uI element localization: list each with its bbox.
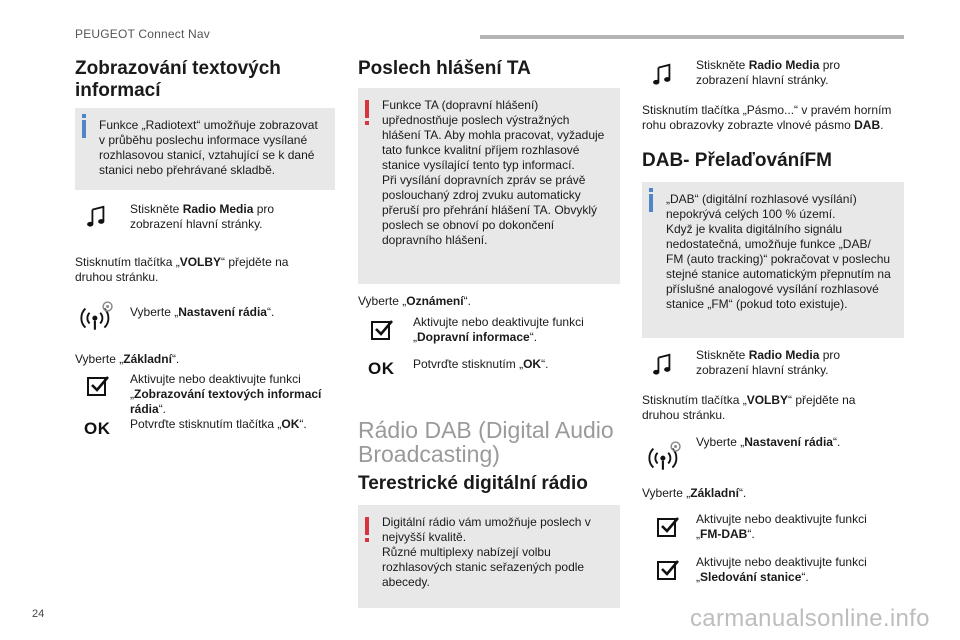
checkbox-icon: [656, 558, 680, 582]
step-sledovani-stanice: Aktivujte nebo deaktivujte funkci „Sledování stanice“.: [696, 555, 867, 584]
step-ok-confirm: Potvrďte stisknutím tlačítka „OK“.: [130, 417, 307, 431]
step-fm-dab: Aktivujte nebo deaktivujte funkci „FM-DAB“.: [696, 512, 867, 541]
heading-terestricke: Terestrické digitální rádio: [358, 473, 588, 494]
checkbox-icon: [86, 374, 110, 398]
info-icon: [649, 194, 653, 212]
step-nastaveni-radia: Vyberte „Nastavení rádia“.: [130, 305, 275, 319]
info-box-text: „DAB“ (digitální rozhlasové vysílání) nepokrývá celých 100 % území. Když je kvalita digitálního signálu nedostatečná, umožňuje funkce „DAB/ FM (auto tracking)“ pokračovat v poslechu stejné stanice automatickým přepnutím na příslušné analogové vysílání rozhlasové stanice „FM“ (pokud toto existuje).: [666, 192, 891, 311]
heading-text-info: Zobrazování textových informací: [75, 58, 281, 101]
warning-box-text: Funkce TA (dopravní hlášení) upřednostňuje poslech výstražných hlášení TA. Aby mohla pracovat, vyžaduje tato funkce kvalitní příjem rozhlasové stanice vysílající tento typ informací. Při vysílání dopravních zpráv se právě poslouchaný zdroj zvuku automaticky přeruší pro přehrání hlášení TA. Obvyklý poslech se obnoví po dokončení dopravního hlášení.: [382, 98, 605, 247]
warning-icon: [365, 517, 369, 535]
radio-settings-icon: [78, 297, 116, 335]
checkbox-icon: [656, 515, 680, 539]
music-note-icon: [86, 203, 108, 229]
watermark: carmanualsonline.info: [690, 605, 930, 632]
radio-settings-icon: [646, 437, 684, 475]
step-radio-media-fm: Stiskněte Radio Media pro zobrazení hlavní stránky.: [696, 348, 841, 377]
section-title-dab: Rádio DAB (Digital Audio Broadcasting): [358, 417, 614, 467]
warning-box-digital: [358, 505, 620, 608]
step-radio-media-dab: Stiskněte Radio Media pro zobrazení hlavní stránky.: [696, 58, 841, 87]
para-pasmo: Stisknutím tlačítka „Pásmo...“ v pravém horním rohu obrazovky zobrazte vlnové pásmo DAB.: [642, 103, 892, 132]
info-icon: [82, 120, 86, 138]
step-ok-confirm-ta: Potvrďte stisknutím „OK“.: [413, 357, 549, 371]
para-zakladni-fm: Vyberte „Základní“.: [642, 486, 747, 500]
warning-box-ta: [358, 88, 620, 284]
ok-icon: OK: [84, 419, 111, 438]
info-box-dab: [642, 182, 904, 338]
music-note-icon: [652, 351, 674, 377]
step-radio-media: Stiskněte Radio Media pro zobrazení hlavní stránky.: [130, 202, 275, 231]
warning-box-text: Digitální rádio vám umožňuje poslech v nejvyšší kvalitě. Různé multiplexy nabízejí volbu rozhlasových stanic seřazených podle abecedy.: [382, 515, 591, 589]
heading-dab-fm: DAB- PřelaďováníFM: [642, 150, 832, 171]
warning-icon: [365, 100, 369, 118]
step-nastaveni-radia-fm: Vyberte „Nastavení rádia“.: [696, 435, 841, 449]
info-box-radiotext: [75, 108, 335, 190]
para-oznameni: Vyberte „Oznámení“.: [358, 294, 471, 308]
para-volby-fm: Stisknutím tlačítka „VOLBY“ přejděte na druhou stránku.: [642, 393, 856, 422]
header-bar: [480, 35, 904, 39]
page-number: 24: [32, 608, 45, 620]
para-zakladni: Vyberte „Základní“.: [75, 352, 180, 366]
step-dopravni-informace: Aktivujte nebo deaktivujte funkci „Dopravní informace“.: [413, 315, 584, 344]
heading-ta: Poslech hlášení TA: [358, 58, 531, 79]
music-note-icon: [652, 61, 674, 87]
ok-icon: OK: [368, 359, 395, 378]
info-box-text: Funkce „Radiotext“ umožňuje zobrazovat v průběhu poslechu informace vysílané rozhlasovou stanicí, vztahující se k dané stanici nebo přehrávané skladbě.: [99, 118, 318, 177]
running-header: PEUGEOT Connect Nav: [75, 27, 210, 41]
checkbox-icon: [370, 318, 394, 342]
step-zobrazovani: Aktivujte nebo deaktivujte funkci „Zobrazování textových informací rádia“.: [130, 372, 322, 416]
para-volby: Stisknutím tlačítka „VOLBY“ přejděte na druhou stránku.: [75, 255, 289, 284]
